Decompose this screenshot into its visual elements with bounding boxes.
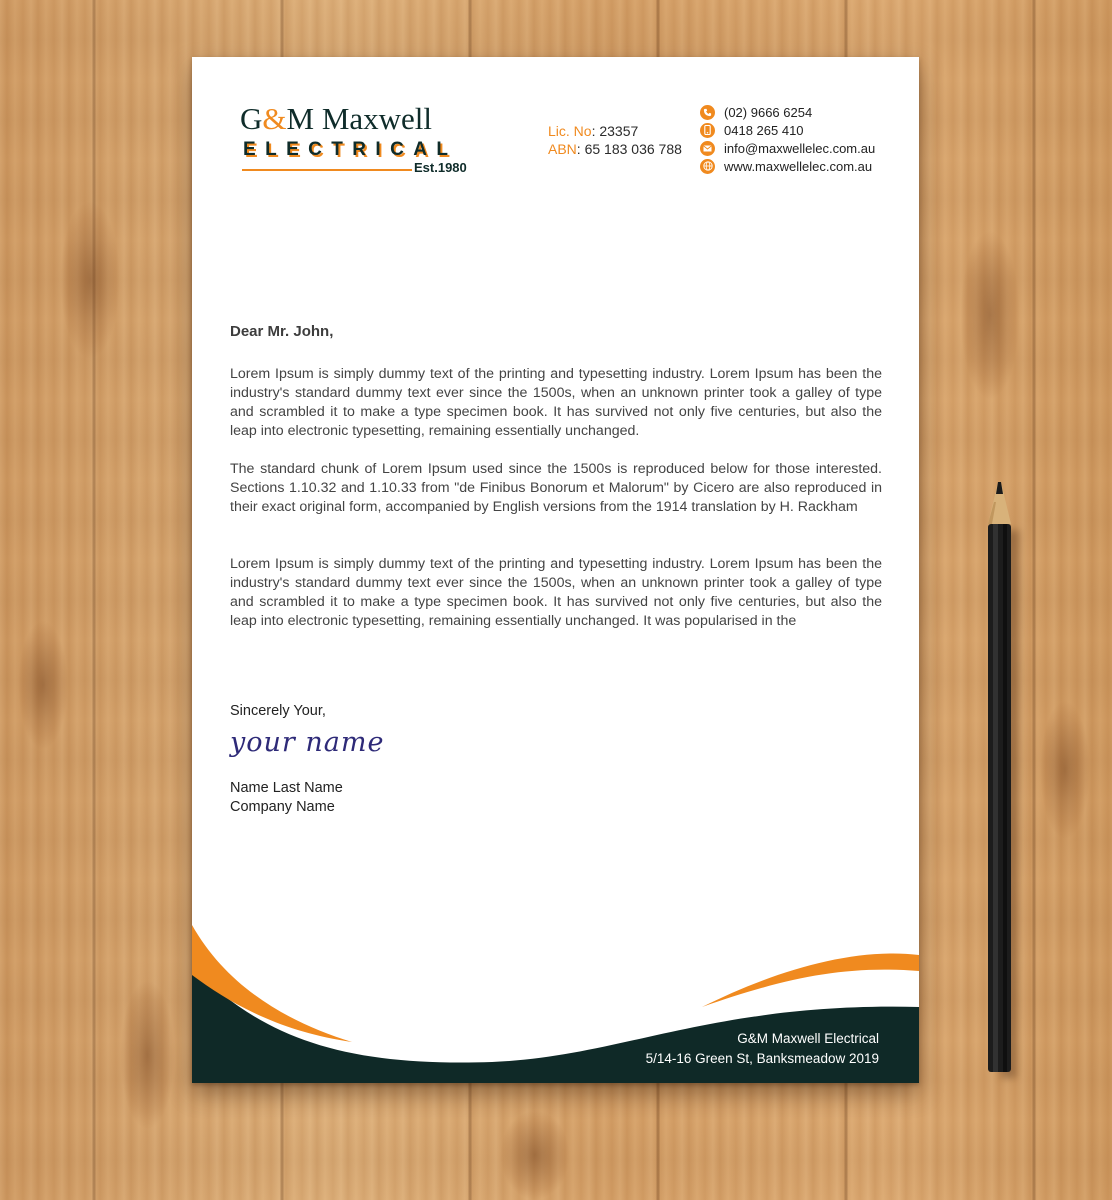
- contact-website-text: www.maxwellelec.com.au: [724, 158, 873, 174]
- abn-value: : 65 183 036 788: [576, 141, 682, 157]
- wood-knot: [960, 230, 1020, 400]
- contact-phone-text: (02) 9666 6254: [724, 104, 813, 120]
- wood-knot: [120, 980, 175, 1130]
- sender-company: Company Name: [230, 799, 335, 815]
- contact-mobile-text: 0418 265 410: [724, 122, 804, 138]
- letter-paragraph: Lorem Ipsum is simply dummy text of the printing and typesetting industry. Lorem Ipsum has been the industry's standard dummy text ever since the 1500s, when an unknown printer took a galley of type and scrambled it to make a type specimen book. It has survived not only five centuries, but also the leap into electronic typesetting, remaining essentially unchanged.: [230, 366, 882, 439]
- contact-mobile: [700, 121, 875, 139]
- contact-list: [700, 103, 875, 175]
- contact-email-text: info@maxwellelec.com.au: [724, 140, 876, 156]
- wood-knot: [500, 1110, 570, 1200]
- sender-name: Name Last Name: [230, 780, 343, 796]
- phone-icon: [700, 105, 715, 120]
- letter-paragraph: Lorem Ipsum is simply dummy text of the printing and typesetting industry. Lorem Ipsum has been the industry's standard dummy text ever since the 1500s, when an unknown printer took a galley of type and scrambled it to make a type specimen book. It has survived not only five centuries, but also the leap into electronic typesetting, remaining essentially unchanged. It was popularised in the: [230, 556, 882, 629]
- logo-brand-part2: M Maxwell: [286, 101, 433, 136]
- license-number-label: Lic. No: [548, 123, 592, 139]
- contact-website: [700, 157, 875, 175]
- contact-phone: [700, 103, 875, 121]
- wood-knot: [1040, 700, 1090, 840]
- wood-knot: [60, 200, 120, 360]
- license-info: [548, 122, 682, 158]
- letter-closing: Sincerely Your,: [230, 703, 326, 719]
- abn-label: ABN: [548, 141, 577, 157]
- logo-brand-part1: G: [240, 101, 263, 136]
- wood-knot: [18, 620, 68, 750]
- abn-row: [548, 140, 682, 158]
- license-number-row: [548, 122, 682, 140]
- pencil: [984, 472, 1024, 1082]
- letter-paragraph: The standard chunk of Lorem Ipsum used since the 1500s is reproduced below for those interested. Sections 1.10.32 and 1.10.33 from "de Finibus Bonorum et Malorum" by Cicero are also reproduced in their exact original form, accompanied by English versions from the 1914 translation by H. Rackham: [230, 461, 882, 515]
- letterhead-page: [192, 57, 919, 1083]
- email-icon: [700, 141, 715, 156]
- globe-icon: [700, 159, 715, 174]
- license-number-value: : 23357: [591, 123, 639, 139]
- signature: your name: [230, 727, 385, 758]
- company-logo: [240, 101, 480, 181]
- logo-established: Est.1980: [414, 160, 467, 175]
- letter-greeting: Dear Mr. John,: [230, 323, 334, 340]
- contact-email: [700, 139, 875, 157]
- mobile-icon: [700, 123, 715, 138]
- footer-address-block: [646, 1029, 879, 1069]
- logo-wordmark: [240, 101, 432, 137]
- logo-subtitle: ELECTRICAL: [243, 139, 458, 160]
- footer-company-name: G&M Maxwell Electrical: [737, 1031, 879, 1046]
- footer-address: 5/14-16 Green St, Banksmeadow 2019: [645, 1051, 879, 1066]
- logo-underline: [242, 169, 412, 171]
- logo-ampersand: &: [262, 101, 287, 136]
